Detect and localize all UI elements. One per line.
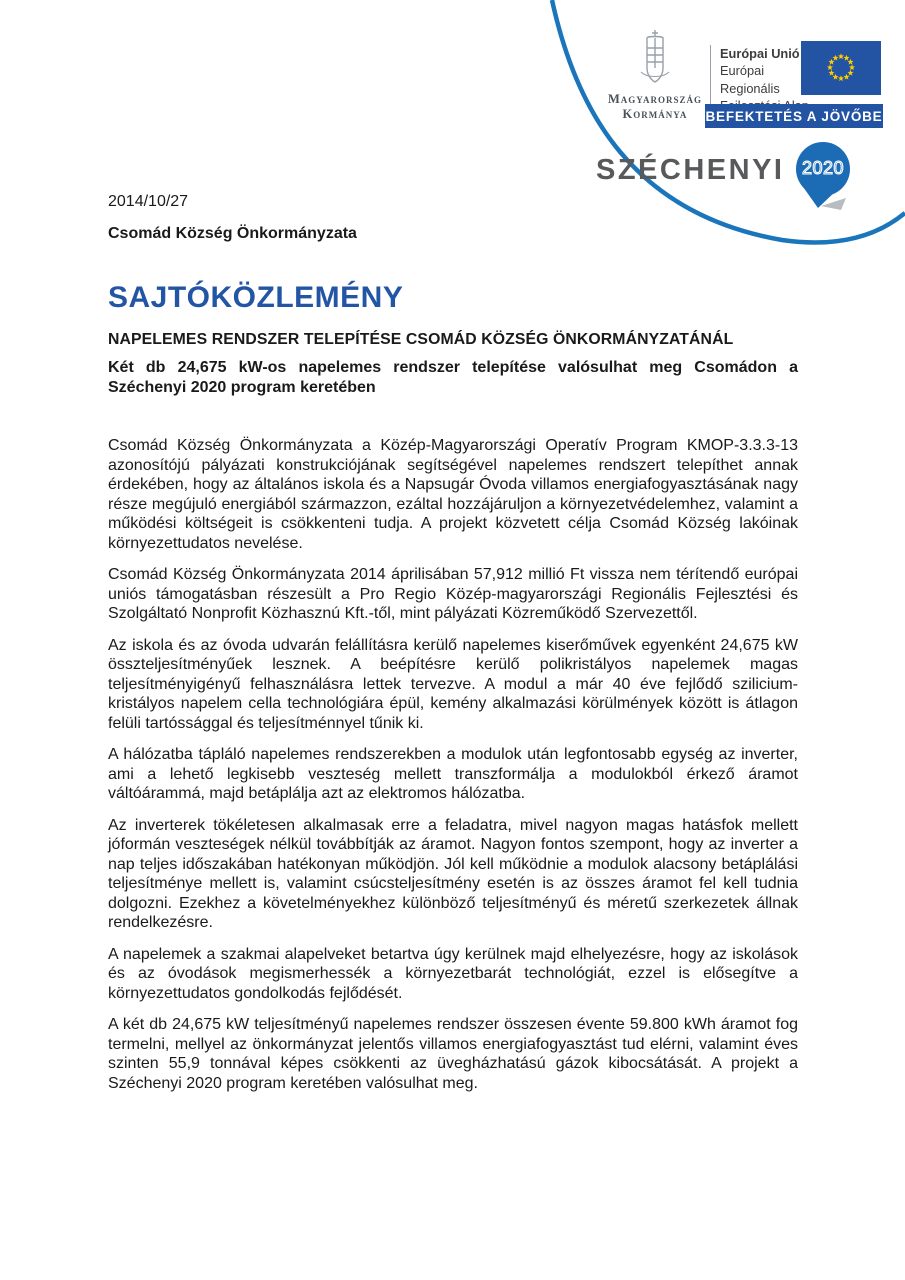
body-paragraph-7: A két db 24,675 kW teljesítményű napelemes rendszer összesen évente 59.800 kWh áramot fog termelni, mellyel az önkormányzat jelentős villamos energiafogyasztást tud elérni, valamint éves szinten 55,9 tonnával képes csökkenti az üvegházhatású gázok kibocsátását. A projekt a Széchenyi 2020 program keretében valósulhat meg.	[108, 1016, 798, 1092]
lead-paragraph: Két db 24,675 kW-os napelemes rendszer telepítése valósulhat meg Csomádon a Széchenyi 2020 program keretében	[108, 359, 798, 396]
szechenyi-wordmark: SZÉCHENYI	[596, 154, 785, 186]
eu-label-line1: Európai Unió	[720, 46, 800, 61]
hungarian-government-logo	[588, 28, 722, 122]
body-paragraph-3: Az iskola és az óvoda udvarán felállításra kerülő napelemes kiserőművek egyenként 24,675 kW összteljesítményűek lesznek. A beépítésre kerülő polikristályos napelemek magas teljesítményigényű felhasználásra lettek tervezve. A modul a már 40 éve fejlődő szilicium-kristályos napelem cella technológiára épül, kemény alkalmazási körülmények között is átlagon felüli tartóssággal és teljesítménnyel tűnik ki.	[108, 636, 798, 732]
body-paragraph-2: Csomád Község Önkormányzata 2014 áprilisában 57,912 millió Ft vissza nem térítendő európai uniós támogatásban részesült a Pro Regio Közép-magyarországi Regionális Fejlesztési és Szolgáltató Nonprofit Közhasznú Kft.-től, mint pályázati Közreműködő Szervezettől.	[108, 566, 798, 622]
hungary-coat-of-arms-icon	[637, 28, 673, 88]
body-paragraph-1: Csomád Község Önkormányzata a Közép-Magyarországi Operatív Program KMOP-3.3.3-13 azonosítójú pályázati konstrukciójának segítségével napelemes rendszert telepíthet annak érdekében, hogy az általános iskola és a Napsugár Óvoda villamos energiafogyasztásának nagy része megújuló energiából származzon, ezáltal hozzájáruljon a környezetvédelemhez, valamint a működési költségeit is csökkenteni tudja. A projekt közvetett célja Csomád Község lakóinak környezettudatos nevelése.	[108, 437, 798, 552]
body-paragraph-4: A hálózatba tápláló napelemes rendszerekben a modulok után legfontosabb egység az inverter, ami a lehető legkisebb veszteség mellett transzformálja a modulokból érkező áramot váltóárammá, majd betáplálja azt az elektromos hálózatba.	[108, 746, 798, 802]
body-paragraph-6: A napelemek a szakmai alapelveket betartva úgy kerülnek majd elhelyezésre, hogy az iskolások és az óvodások megismerhessék a környezetbarát technológiát, ezzel is elősegítve a környezettudatos gondolkodás fejlődését.	[108, 945, 798, 1002]
eu-flag-icon	[801, 41, 881, 95]
date: 2014/10/27	[108, 193, 189, 210]
szechenyi-year: 2020	[802, 158, 845, 178]
body-paragraph-5: Az inverterek tökéletesen alkalmasak erre a feladatra, mivel nagyon magas hatásfok mellett jóformán veszteségek nélkül továbbítják az áramot. Nagyon fontos szempont, hogy az inverter a nap teljes időszakában hatékonyan működjön. Jól kell működnie a modulok alacsony betáplálási teljesítménye mellett is, valamint csúcsteljesítmény esetén is az összes áramot fel kell tudnia dolgozni. Ezekhez a követelményekhez különböző teljesítményű és méretű szerkezetek állnak rendelkezésre.	[108, 816, 798, 931]
investment-banner: BEFEKTETÉS A JÖVŐBE	[705, 104, 883, 128]
government-name: Magyarország Kormánya	[608, 92, 702, 121]
szechenyi-pin-icon	[791, 140, 857, 212]
page-title: SAJTÓKÖZLEMÉNY	[108, 281, 404, 314]
organization-name: Csomád Község Önkormányzata	[108, 225, 357, 242]
eu-label-line2: Európai Regionális	[720, 63, 780, 96]
document-body	[108, 193, 798, 1105]
subtitle: NAPELEMES RENDSZER TELEPÍTÉSE CSOMÁD KÖZSÉG ÖNKORMÁNYZATÁNÁL	[108, 331, 734, 348]
